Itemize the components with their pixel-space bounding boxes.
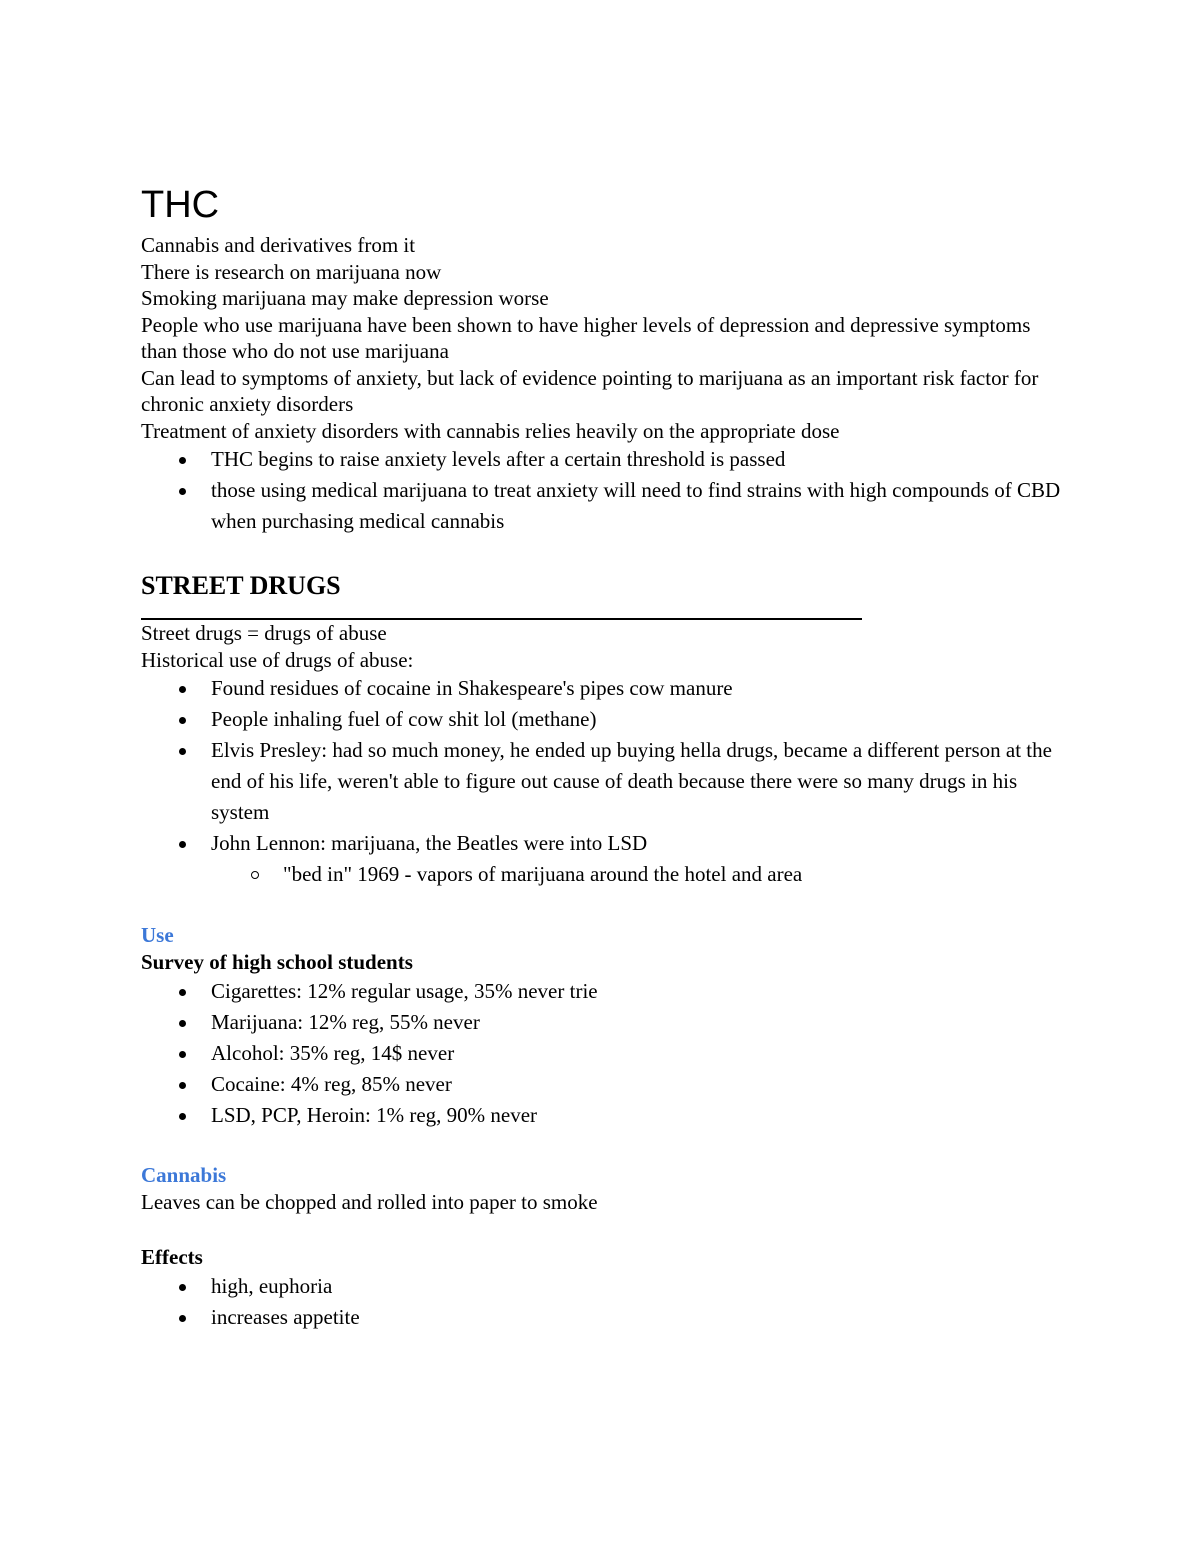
thc-heading: THC — [141, 184, 220, 226]
list-item: Alcohol: 35% reg, 14$ never — [211, 1038, 1071, 1069]
thc-line: Smoking marijuana may make depression worse — [141, 286, 549, 310]
survey-subheading: Survey of high school students — [141, 950, 413, 974]
effects-heading: Effects — [141, 1244, 203, 1269]
street-bullet-list — [141, 673, 1071, 890]
list-item: Cocaine: 4% reg, 85% never — [211, 1069, 1071, 1100]
list-item: LSD, PCP, Heroin: 1% reg, 90% never — [211, 1100, 1071, 1131]
street-drugs-heading: STREET DRUGS — [141, 571, 341, 600]
thc-line: Cannabis and derivatives from it — [141, 233, 416, 257]
list-item: Cigarettes: 12% regular usage, 35% never trie — [211, 976, 1071, 1007]
thc-bullet-list — [141, 444, 1071, 537]
sub-bullet-list — [211, 859, 1071, 890]
list-item: those using medical marijuana to treat anxiety will need to find strains with high compounds of CBD when purchasing medical cannabis — [211, 475, 1071, 537]
thc-line: Can lead to symptoms of anxiety, but lack of evidence pointing to marijuana as an important risk factor for chronic anxiety disorders — [141, 365, 1039, 416]
list-item: Elvis Presley: had so much money, he ended up buying hella drugs, became a different person at the end of his life, weren't able to figure out cause of death because there were so many drugs in his system — [211, 735, 1071, 828]
survey-bullet-list — [141, 976, 1071, 1131]
thc-line: There is research on marijuana now — [141, 259, 442, 284]
list-item: Found residues of cocaine in Shakespeare's pipes cow manure — [211, 673, 1071, 704]
list-item: THC begins to raise anxiety levels after a certain threshold is passed — [211, 444, 1071, 475]
list-item: increases appetite — [211, 1302, 1071, 1333]
use-heading: Use — [141, 923, 174, 947]
list-item: People inhaling fuel of cow shit lol (methane) — [211, 704, 1071, 735]
thc-line: People who use marijuana have been shown to have higher levels of depression and depressive symptoms than those who do not use marijuana — [141, 312, 1031, 363]
document-page — [141, 180, 1071, 1333]
cannabis-line: Leaves can be chopped and rolled into paper to smoke — [141, 1190, 598, 1214]
street-line: Historical use of drugs of abuse: — [141, 647, 414, 672]
list-item — [211, 828, 1071, 890]
effects-bullet-list — [141, 1271, 1071, 1333]
sub-list-item: "bed in" 1969 - vapors of marijuana around the hotel and area — [283, 859, 1071, 890]
list-item: Marijuana: 12% reg, 55% never — [211, 1007, 1071, 1038]
list-item: high, euphoria — [211, 1271, 1071, 1302]
list-item-text: John Lennon: marijuana, the Beatles were into LSD — [211, 831, 648, 855]
thc-line: Treatment of anxiety disorders with cannabis relies heavily on the appropriate dose — [141, 418, 840, 443]
street-line: Street drugs = drugs of abuse — [141, 621, 387, 645]
cannabis-heading: Cannabis — [141, 1163, 227, 1187]
